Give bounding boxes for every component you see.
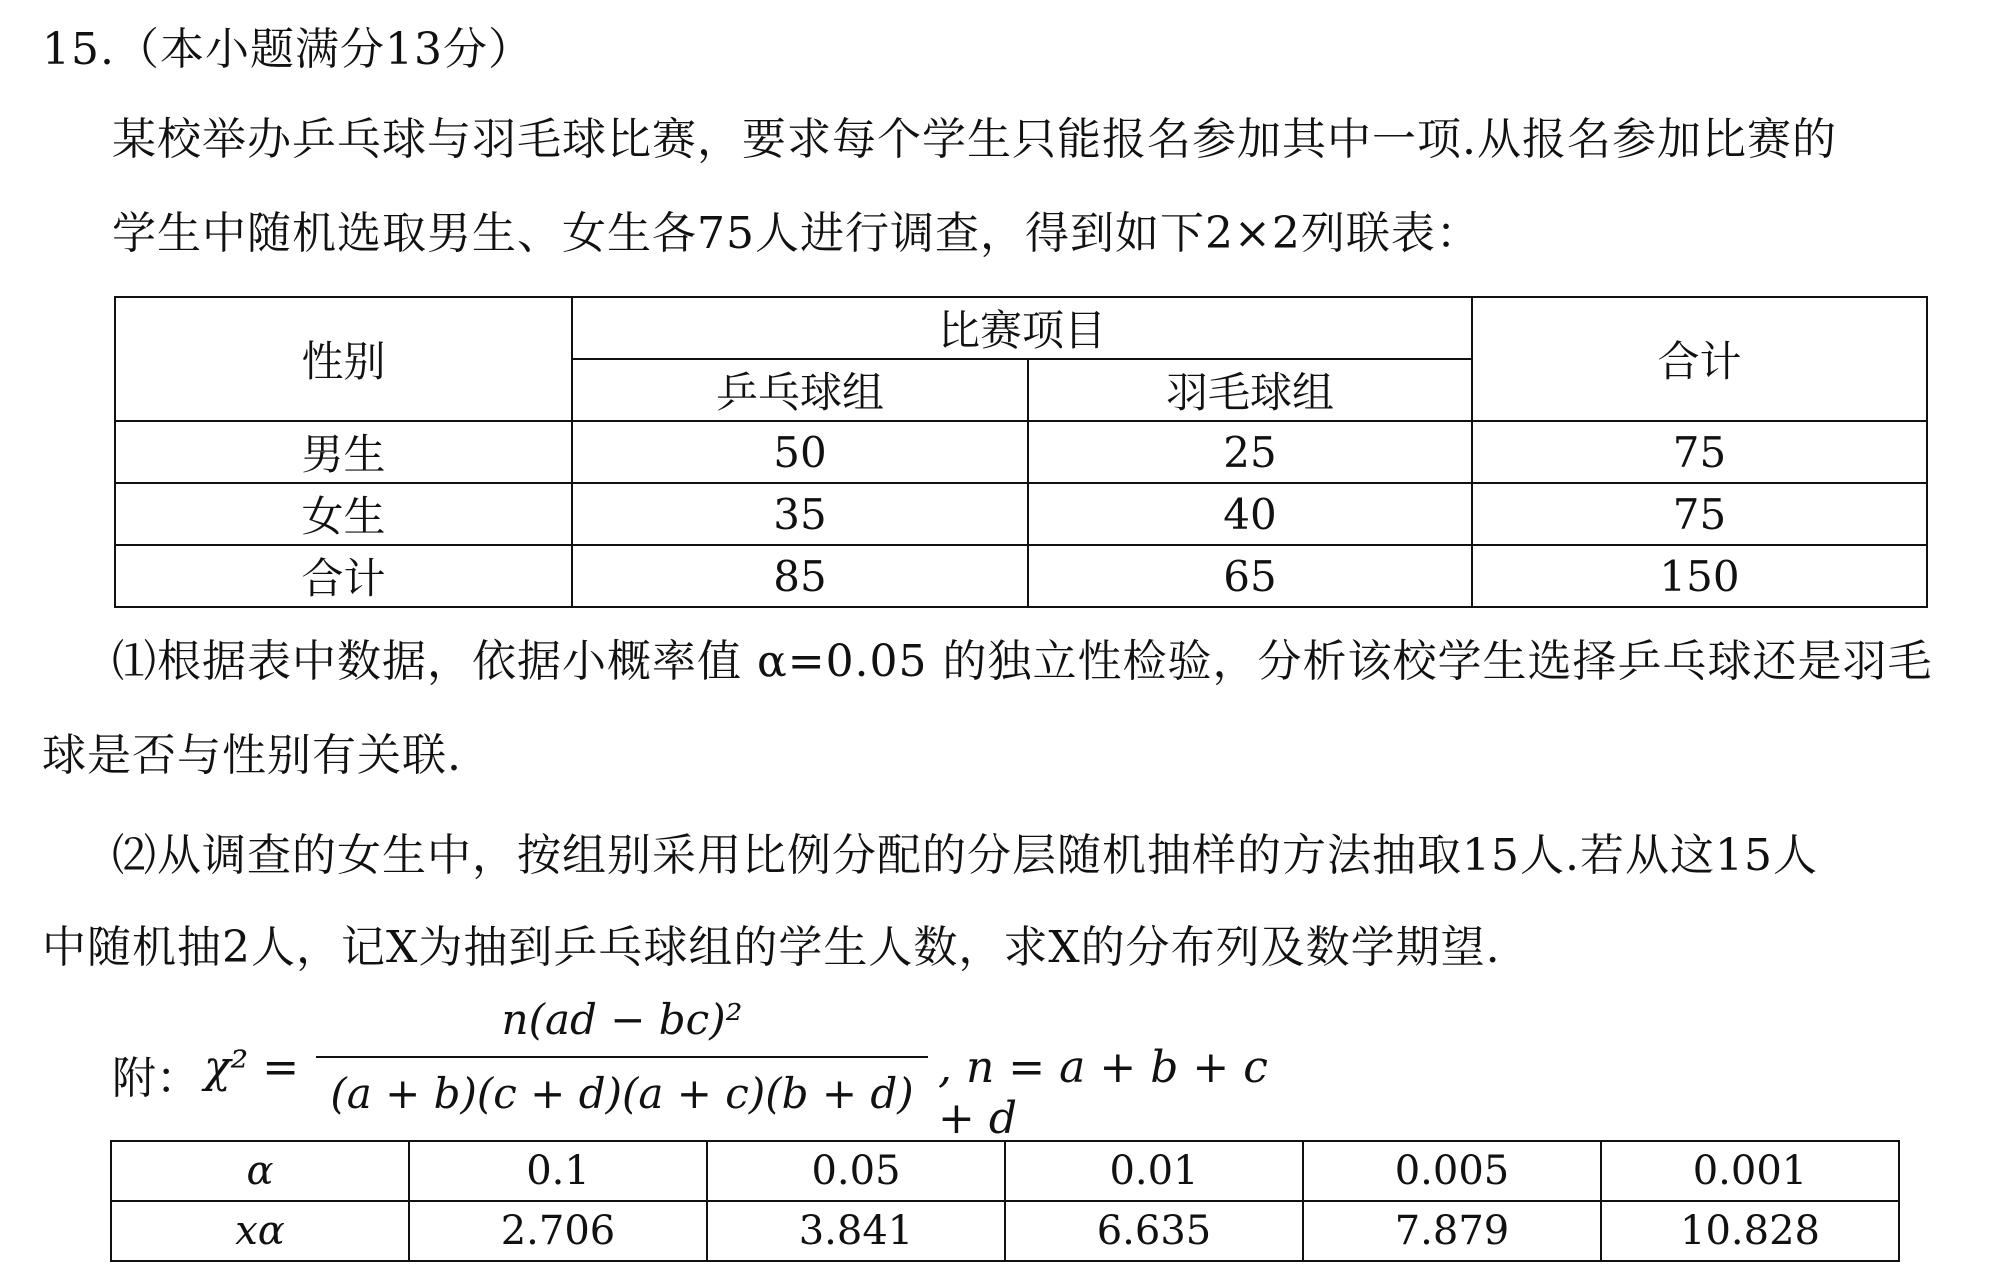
question1-line1: ⑴根据表中数据，依据小概率值 α=0.05 的独立性检验，分析该校学生选择乒乓球还是羽毛 — [112, 636, 1933, 687]
cell-total: 75 — [1472, 421, 1927, 483]
alpha-value: 0.005 — [1303, 1141, 1601, 1201]
cell-total: 150 — [1472, 545, 1927, 607]
cell-badminton: 25 — [1028, 421, 1472, 483]
alpha-header: α — [111, 1141, 409, 1201]
question1-line2: 球是否与性别有关联. — [42, 730, 462, 781]
critical-value-table — [110, 1140, 1900, 1262]
fraction-bar — [316, 1056, 928, 1058]
header-total: 合计 — [1472, 297, 1927, 421]
alpha-value: 0.01 — [1005, 1141, 1303, 1201]
header-pingpong: 乒乓球组 — [572, 359, 1028, 421]
table-row — [115, 421, 1927, 483]
critical-value: 6.635 — [1005, 1201, 1303, 1261]
question2-line1: ⑵从调查的女生中，按组别采用比例分配的分层随机抽样的方法抽取15人.若从这15人 — [112, 830, 1818, 881]
critical-value-header: xα — [111, 1201, 409, 1261]
alpha-value: 0.05 — [707, 1141, 1005, 1201]
problem-intro-line1: 某校举办乒乓球与羽毛球比赛，要求每个学生只能报名参加其中一项.从报名参加比赛的 — [112, 114, 1837, 165]
header-event: 比赛项目 — [572, 297, 1472, 359]
header-badminton: 羽毛球组 — [1028, 359, 1472, 421]
alpha-value: 0.1 — [409, 1141, 707, 1201]
contingency-table — [114, 296, 1928, 608]
critical-value: 7.879 — [1303, 1201, 1601, 1261]
critical-value: 2.706 — [409, 1201, 707, 1261]
cell-total: 75 — [1472, 483, 1927, 545]
row-label: 女生 — [115, 483, 572, 545]
chi-square-formula — [112, 990, 1312, 1144]
formula-fraction — [312, 990, 932, 1124]
cell-pingpong: 85 — [572, 545, 1028, 607]
table-row — [115, 545, 1927, 607]
formula-denominator: (a + b)(c + d)(a + c)(b + d) — [330, 1069, 914, 1118]
cell-badminton: 65 — [1028, 545, 1472, 607]
formula-lhs: χ² = — [204, 1042, 300, 1093]
formula-n-definition: , n = a + b + c + d — [938, 1042, 1268, 1144]
critical-value: 3.841 — [707, 1201, 1005, 1261]
alpha-value: 0.001 — [1601, 1141, 1899, 1201]
cell-badminton: 40 — [1028, 483, 1472, 545]
formula-numerator: n(ad − bc)² — [501, 995, 743, 1044]
table-row — [115, 483, 1927, 545]
question2-line2: 中随机抽2人，记X为抽到乒乓球组的学生人数，求X的分布列及数学期望. — [42, 922, 1501, 973]
row-label: 男生 — [115, 421, 572, 483]
formula-label: 附： — [112, 1053, 200, 1104]
problem-intro-line2: 学生中随机选取男生、女生各75人进行调查，得到如下2×2列联表： — [112, 208, 1481, 259]
header-gender: 性别 — [115, 297, 572, 421]
cell-pingpong: 35 — [572, 483, 1028, 545]
critical-value: 10.828 — [1601, 1201, 1899, 1261]
row-label: 合计 — [115, 545, 572, 607]
cell-pingpong: 50 — [572, 421, 1028, 483]
problem-title: 15.（本小题满分13分） — [42, 24, 533, 75]
